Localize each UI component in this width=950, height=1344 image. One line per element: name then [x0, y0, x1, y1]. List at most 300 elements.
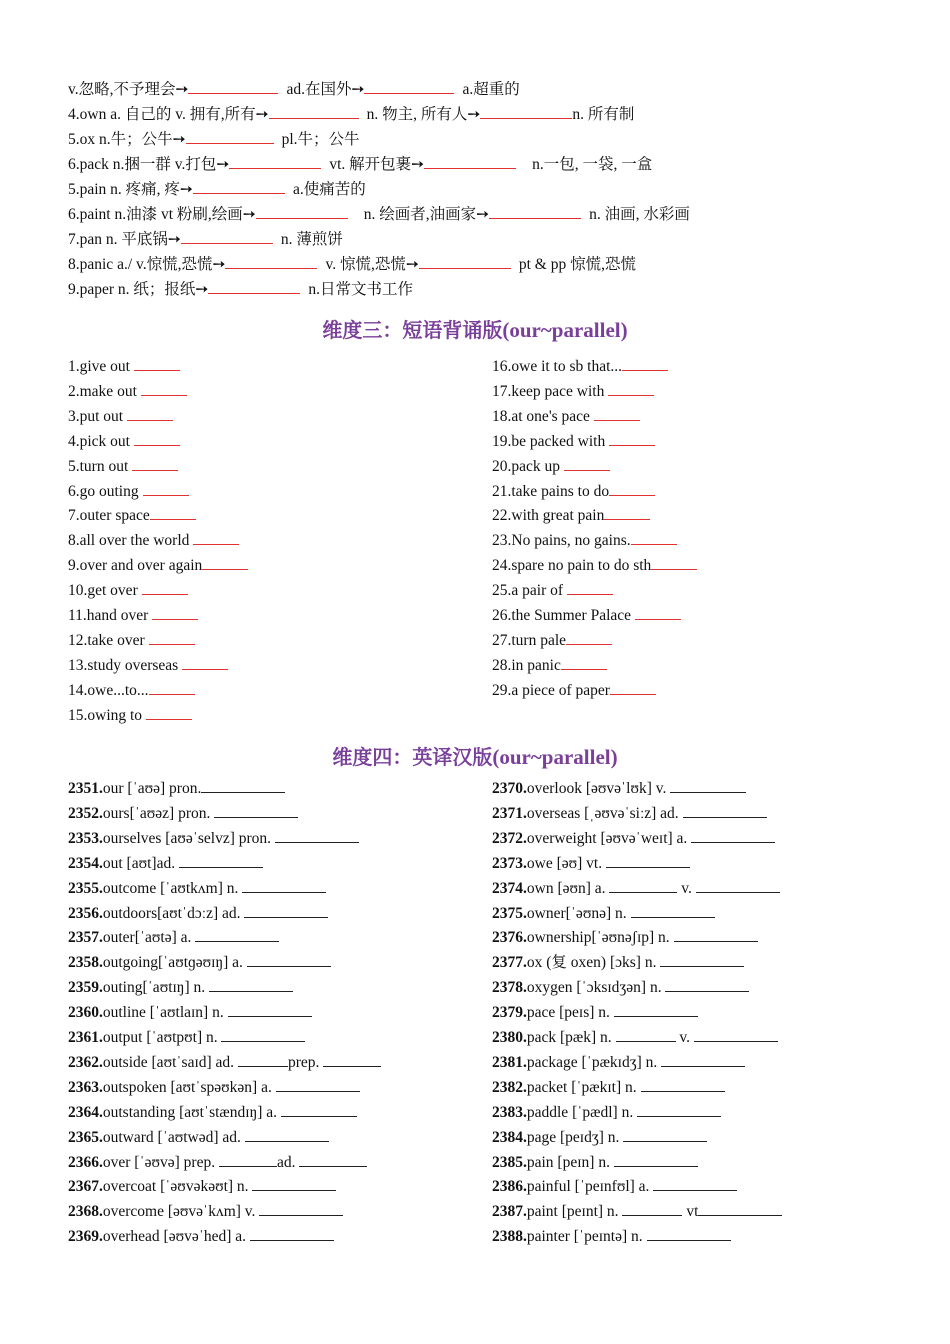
entry-number: 2382. — [492, 1078, 527, 1096]
phrase-text: 4.pick out — [68, 432, 130, 450]
entry-headword: over [ˈəʊvə] prep. — [102, 1153, 219, 1171]
entry-number: 2356. — [68, 904, 103, 922]
entry-number: 2357. — [68, 929, 103, 947]
vocab-entry — [68, 952, 331, 973]
answer-blank[interactable] — [567, 579, 613, 595]
entry-number: 2375. — [492, 904, 527, 922]
phrase-text: 21.take pains to do — [492, 482, 610, 500]
answer-blank[interactable] — [188, 78, 278, 94]
entry-number: 2384. — [492, 1128, 527, 1146]
phrase-item — [492, 604, 681, 626]
entry-number: 2366. — [68, 1153, 103, 1171]
answer-blank[interactable] — [564, 455, 610, 471]
entry-headword: package [ˈpækɪdʒ] n. — [526, 1053, 662, 1071]
translation-blank[interactable] — [201, 778, 285, 793]
word-form-text: n.日常文书工作 — [308, 281, 414, 298]
phrase-item — [68, 704, 192, 726]
translation-blank[interactable] — [637, 1102, 721, 1117]
word-form-text: n. 油画, 水彩画 — [589, 206, 690, 223]
answer-blank[interactable] — [134, 355, 180, 371]
entry-headword: outward [ˈaʊtwəd] ad. — [102, 1128, 245, 1146]
entry-pos-label: v. — [675, 1029, 694, 1046]
phrase-text: 16.owe it to sb that... — [492, 358, 623, 375]
phrase-text: 26.the Summer Palace — [492, 607, 632, 624]
entry-number: 2377. — [492, 954, 527, 972]
entry-number: 2355. — [68, 879, 103, 897]
answer-blank[interactable] — [594, 405, 640, 421]
phrase-text: 24.spare no pain to do sth — [492, 557, 652, 575]
phrase-text: 9.over and over again — [68, 557, 203, 575]
entry-headword: overcome [əʊvəˈkʌm] v. — [102, 1203, 260, 1221]
phrase-item — [68, 380, 187, 402]
vocab-entry — [68, 977, 293, 998]
translation-blank[interactable] — [238, 1052, 288, 1067]
translation-blank[interactable] — [259, 1201, 343, 1216]
answer-blank[interactable] — [424, 153, 516, 169]
entry-number: 2370. — [492, 780, 527, 797]
phrase-text: 13.study overseas — [68, 656, 179, 674]
translation-blank[interactable] — [660, 952, 744, 967]
word-form-text: pl.牛；公牛 — [281, 131, 360, 148]
entry-pos-label: vt — [682, 1203, 699, 1221]
vocab-entry — [492, 977, 749, 998]
phrase-item — [68, 679, 195, 701]
phrase-text: 6.go outing — [68, 482, 139, 500]
vocab-entry — [492, 1152, 698, 1173]
entry-number: 2354. — [68, 854, 103, 872]
answer-blank[interactable] — [631, 529, 677, 545]
answer-blank[interactable] — [193, 529, 239, 545]
vocab-entry — [68, 927, 279, 948]
word-form-text: n. 物主, 所有人➙ — [366, 106, 481, 123]
phrase-text: 25.a pair of — [492, 582, 564, 600]
translation-blank[interactable] — [631, 903, 715, 918]
answer-blank[interactable] — [622, 355, 668, 371]
vocab-entry — [492, 1127, 707, 1148]
answer-blank[interactable] — [225, 253, 317, 269]
word-form-text: 6.paint n.油漆 vt 粉刷,绘画➙ — [68, 206, 256, 223]
answer-blank[interactable] — [610, 679, 656, 695]
translation-blank[interactable] — [614, 1002, 698, 1017]
entry-number: 2383. — [492, 1103, 527, 1121]
answer-blank[interactable] — [651, 554, 697, 570]
translation-blank[interactable] — [641, 1077, 725, 1092]
entry-number: 2373. — [492, 854, 527, 872]
answer-blank[interactable] — [181, 228, 273, 244]
translation-blank[interactable] — [622, 1201, 682, 1216]
translation-blank[interactable] — [683, 803, 767, 818]
answer-blank[interactable] — [202, 554, 248, 570]
entry-headword: output [ˈaʊtpʊt] n. — [102, 1029, 222, 1046]
word-form-line — [68, 278, 413, 300]
word-form-text: n. 所有制 — [572, 106, 635, 123]
vocab-entry — [68, 828, 359, 849]
entry-headword: ours[ˈaʊəz] pron. — [102, 804, 215, 822]
vocab-entry — [492, 1176, 737, 1197]
phrase-item — [492, 430, 655, 452]
answer-blank[interactable] — [269, 103, 359, 119]
word-form-text: pt & pp 惊慌,恐慌 — [518, 256, 636, 273]
vocab-entry — [68, 1226, 334, 1247]
vocab-entry — [68, 878, 326, 899]
word-form-line — [68, 103, 634, 125]
answer-blank[interactable] — [150, 504, 196, 520]
translation-blank[interactable] — [250, 1226, 334, 1241]
answer-blank[interactable] — [186, 128, 274, 144]
vocab-entry — [492, 927, 758, 948]
phrase-text: 29.a piece of paper — [492, 681, 610, 699]
translation-blank[interactable] — [694, 1027, 778, 1042]
answer-blank[interactable] — [132, 455, 178, 471]
entry-headword: outspoken [aʊtˈspəʊkən] a. — [102, 1078, 276, 1096]
phrase-text: 22.with great pain — [492, 507, 605, 525]
phrase-text: 1.give out — [68, 358, 130, 375]
phrase-item — [492, 529, 677, 551]
answer-blank[interactable] — [182, 654, 228, 670]
vocab-entry — [492, 1201, 782, 1222]
entry-headword: own [əʊn] a. — [526, 879, 610, 897]
phrase-text: 20.pack up — [492, 457, 561, 475]
translation-blank[interactable] — [665, 977, 749, 992]
entry-number: 2388. — [492, 1228, 527, 1246]
entry-headword: pain [peɪn] n. — [526, 1153, 614, 1171]
word-form-line — [68, 203, 690, 225]
word-form-text: vt. 解开包裹➙ — [329, 156, 425, 173]
entry-headword: packet [ˈpækɪt] n. — [526, 1078, 641, 1096]
vocab-entry — [68, 1127, 329, 1148]
entry-number: 2368. — [68, 1203, 103, 1221]
vocab-entry — [68, 1176, 336, 1197]
phrase-item — [68, 480, 189, 502]
answer-blank[interactable] — [152, 604, 198, 620]
answer-blank[interactable] — [143, 480, 189, 496]
vocab-entry — [492, 1002, 698, 1023]
translation-blank[interactable] — [242, 878, 326, 893]
entry-number: 2387. — [492, 1203, 527, 1221]
vocab-entry — [492, 903, 715, 924]
translation-blank[interactable] — [691, 828, 775, 843]
answer-blank[interactable] — [608, 380, 654, 396]
entry-headword: outline [ˈaʊtlaɪn] n. — [102, 1004, 228, 1022]
phrase-item — [68, 355, 180, 377]
phrase-item — [68, 405, 173, 427]
phrase-text: 12.take over — [68, 631, 145, 649]
phrase-text: 17.keep pace with — [492, 382, 605, 400]
translation-blank[interactable] — [228, 1002, 312, 1017]
entry-headword: ourselves [aʊəˈselvz] pron. — [102, 829, 275, 847]
phrase-item — [492, 654, 607, 676]
translation-blank[interactable] — [179, 853, 263, 868]
phrase-text: 5.turn out — [68, 457, 129, 475]
vocab-entry — [492, 828, 775, 849]
word-form-text: n.一包, 一袋, 一盒 — [532, 156, 653, 173]
phrase-item — [492, 455, 610, 477]
translation-blank[interactable] — [221, 1027, 305, 1042]
phrase-text: 14.owe...to... — [68, 681, 149, 699]
phrase-text: 27.turn pale — [492, 631, 567, 649]
entry-headword: pack [pæk] n. — [526, 1029, 616, 1046]
entry-number: 2367. — [68, 1178, 103, 1196]
entry-pos-label: prep. — [287, 1053, 324, 1071]
entry-headword: outing[ˈaʊtɪŋ] n. — [102, 979, 210, 997]
phrase-item — [492, 480, 655, 502]
answer-blank[interactable] — [609, 480, 655, 496]
word-form-text: ad.在国外➙ — [286, 81, 365, 98]
word-form-text: 8.panic a./ v.惊慌,恐慌➙ — [68, 256, 226, 273]
entry-headword: painter [ˈpeɪntə] n. — [526, 1228, 647, 1246]
vocab-entry — [68, 803, 298, 824]
entry-headword: outstanding [aʊtˈstændɪŋ] a. — [102, 1103, 281, 1121]
word-form-text: 5.pain n. 疼痛, 疼➙ — [68, 181, 193, 198]
vocab-entry — [492, 1052, 745, 1073]
entry-number: 2353. — [68, 829, 103, 847]
word-form-line — [68, 228, 343, 250]
word-form-line — [68, 128, 360, 150]
phrase-text: 10.get over — [68, 582, 138, 600]
entry-number: 2358. — [68, 954, 103, 972]
entry-headword: paint [peɪnt] n. — [526, 1203, 623, 1221]
word-form-line — [68, 78, 520, 100]
answer-blank[interactable] — [208, 278, 300, 294]
heading-phrases-latin: (our~parallel) — [502, 318, 628, 342]
word-form-text: n. 绘画者,油画家➙ — [363, 206, 490, 223]
phrase-text: 3.put out — [68, 407, 124, 425]
word-form-text: n. 薄煎饼 — [280, 231, 343, 248]
translation-blank[interactable] — [647, 1226, 731, 1241]
entry-number: 2385. — [492, 1153, 527, 1171]
translation-blank[interactable] — [247, 952, 331, 967]
answer-blank[interactable] — [419, 253, 511, 269]
phrase-item — [68, 529, 239, 551]
vocab-entry — [492, 952, 744, 973]
vocab-entry — [68, 1027, 305, 1048]
translation-blank[interactable] — [661, 1052, 745, 1067]
entry-headword: outcome [ˈaʊtkʌm] n. — [102, 879, 243, 897]
entry-number: 2378. — [492, 979, 527, 997]
entry-number: 2386. — [492, 1178, 527, 1196]
translation-blank[interactable] — [209, 977, 293, 992]
phrase-text: 11.hand over — [68, 607, 149, 624]
phrase-text: 8.all over the world — [68, 532, 190, 550]
entry-headword: pace [peɪs] n. — [526, 1004, 614, 1022]
phrase-text: 18.at one's pace — [492, 407, 590, 425]
entry-headword: our [ˈaʊə] pron. — [102, 780, 202, 797]
phrase-text: 2.make out — [68, 382, 137, 400]
answer-blank[interactable] — [480, 103, 572, 119]
phrase-item — [492, 554, 697, 576]
vocab-entry — [492, 1226, 731, 1247]
answer-blank[interactable] — [635, 604, 681, 620]
translation-blank[interactable] — [299, 1152, 367, 1167]
vocab-entry — [68, 1152, 367, 1173]
answer-blank[interactable] — [127, 405, 173, 421]
entry-headword: outgoing[ˈaʊtɡəʊɪŋ] a. — [102, 954, 247, 972]
heading-vocab-latin: (our~parallel) — [492, 745, 618, 769]
entry-headword: overweight [əʊvəˈweɪt] a. — [526, 829, 692, 847]
entry-headword: outside [aʊtˈsaɪd] ad. — [102, 1053, 238, 1071]
entry-headword: outdoors[aʊtˈdɔːz] ad. — [102, 904, 245, 922]
entry-pos-label: v. — [677, 879, 696, 897]
translation-blank[interactable] — [606, 853, 690, 868]
answer-blank[interactable] — [149, 679, 195, 695]
translation-blank[interactable] — [616, 1027, 676, 1042]
entry-headword: overcoat [ˈəʊvəkəʊt] n. — [102, 1178, 253, 1196]
word-form-text: a.使痛苦的 — [292, 181, 366, 198]
translation-blank[interactable] — [698, 1201, 782, 1216]
word-form-text: a.超重的 — [462, 81, 520, 98]
entry-number: 2361. — [68, 1029, 103, 1046]
answer-blank[interactable] — [489, 203, 581, 219]
entry-number: 2372. — [492, 829, 527, 847]
entry-headword: painful [ˈpeɪnfʊl] a. — [526, 1178, 654, 1196]
word-form-text: 5.ox n.牛；公牛➙ — [68, 131, 186, 148]
entry-number: 2371. — [492, 804, 527, 822]
answer-blank[interactable] — [566, 629, 612, 645]
answer-blank[interactable] — [141, 380, 187, 396]
vocab-entry — [492, 878, 780, 899]
phrase-item — [68, 629, 195, 651]
section-heading-vocab — [0, 741, 950, 770]
vocab-entry — [68, 1077, 360, 1098]
translation-blank[interactable] — [245, 1127, 329, 1142]
entry-number: 2351. — [68, 780, 103, 797]
entry-headword: overseas [ˌəʊvəˈsiːz] ad. — [526, 804, 683, 822]
entry-number: 2365. — [68, 1128, 103, 1146]
translation-blank[interactable] — [614, 1152, 698, 1167]
phrase-item — [68, 554, 248, 576]
entry-headword: outer[ˈaʊtə] a. — [102, 929, 196, 947]
answer-blank[interactable] — [604, 504, 650, 520]
entry-headword: ox (复 oxen) [ɔks] n. — [526, 954, 661, 972]
phrase-text: 23.No pains, no gains. — [492, 532, 631, 550]
translation-blank[interactable] — [653, 1176, 737, 1191]
phrase-item — [492, 629, 612, 651]
entry-headword: page [peɪdʒ] n. — [526, 1128, 624, 1146]
translation-blank[interactable] — [670, 778, 746, 793]
word-form-line — [68, 153, 652, 175]
answer-blank[interactable] — [149, 629, 195, 645]
translation-blank[interactable] — [609, 878, 677, 893]
vocab-entry — [68, 778, 285, 799]
vocab-entry — [492, 803, 767, 824]
phrase-item — [492, 579, 613, 601]
phrase-item — [68, 654, 228, 676]
entry-number: 2379. — [492, 1004, 527, 1022]
translation-blank[interactable] — [219, 1152, 277, 1167]
vocab-entry — [68, 903, 328, 924]
phrase-item — [492, 405, 640, 427]
phrase-item — [68, 455, 178, 477]
section-heading-phrases — [0, 314, 950, 343]
translation-blank[interactable] — [276, 1077, 360, 1092]
answer-blank[interactable] — [142, 579, 188, 595]
entry-headword: ownership[ˈəʊnəʃɪp] n. — [526, 929, 674, 947]
translation-blank[interactable] — [214, 803, 298, 818]
vocab-entry — [68, 1052, 381, 1073]
word-form-line — [68, 253, 636, 275]
entry-headword: owner[ˈəʊnə] n. — [526, 904, 631, 922]
entry-number: 2363. — [68, 1078, 103, 1096]
answer-blank[interactable] — [364, 78, 454, 94]
answer-blank[interactable] — [256, 203, 348, 219]
phrase-item — [492, 380, 654, 402]
word-form-text: 9.paper n. 纸；报纸➙ — [68, 281, 209, 298]
vocab-entry — [492, 853, 690, 874]
entry-number: 2364. — [68, 1103, 103, 1121]
translation-blank[interactable] — [275, 828, 359, 843]
entry-headword: paddle [ˈpædl] n. — [526, 1103, 638, 1121]
phrase-item — [68, 430, 180, 452]
entry-number: 2381. — [492, 1053, 527, 1071]
entry-headword: overhead [əʊvəˈhed] a. — [102, 1228, 250, 1246]
translation-blank[interactable] — [281, 1102, 357, 1117]
answer-blank[interactable] — [229, 153, 321, 169]
word-form-text: 6.pack n.捆一群 v.打包➙ — [68, 156, 230, 173]
answer-blank[interactable] — [134, 430, 180, 446]
translation-blank[interactable] — [696, 878, 780, 893]
entry-number: 2360. — [68, 1004, 103, 1022]
vocab-entry — [68, 853, 263, 874]
heading-phrases-cjk: 维度三：短语背诵版 — [322, 318, 503, 342]
phrase-text: 28.in panic — [492, 656, 561, 674]
entry-number: 2359. — [68, 979, 103, 997]
entry-number: 2380. — [492, 1029, 527, 1046]
vocab-entry — [68, 1201, 343, 1222]
phrase-text: 15.owing to — [68, 706, 143, 724]
word-form-text: 7.pan n. 平底锅➙ — [68, 231, 181, 248]
answer-blank[interactable] — [609, 430, 655, 446]
phrase-text: 7.outer space — [68, 507, 150, 525]
heading-vocab-cjk: 维度四：英译汉版 — [332, 745, 493, 769]
vocab-entry — [492, 1077, 725, 1098]
vocab-entry — [492, 1027, 778, 1048]
word-form-text: v.忽略,不予理会➙ — [68, 81, 189, 98]
phrase-item — [492, 355, 668, 377]
translation-blank[interactable] — [623, 1127, 707, 1142]
word-form-text: 4.own a. 自己的 v. 拥有,所有➙ — [68, 106, 269, 123]
phrase-item — [492, 679, 656, 701]
phrase-item — [68, 604, 198, 626]
entry-pos-label: ad. — [276, 1153, 300, 1171]
entry-number: 2369. — [68, 1228, 103, 1246]
entry-headword: overlook [əʊvəˈlʊk] v. — [526, 780, 671, 797]
translation-blank[interactable] — [195, 927, 279, 942]
translation-blank[interactable] — [244, 903, 328, 918]
phrase-item — [68, 579, 188, 601]
phrase-text: 19.be packed with — [492, 432, 606, 450]
answer-blank[interactable] — [193, 178, 285, 194]
translation-blank[interactable] — [323, 1052, 381, 1067]
word-form-text: v. 惊慌,恐慌➙ — [325, 256, 419, 273]
entry-headword: oxygen [ˈɔksɪdʒən] n. — [526, 979, 666, 997]
vocab-entry — [492, 1102, 721, 1123]
phrase-item — [68, 504, 196, 526]
answer-blank[interactable] — [561, 654, 607, 670]
vocab-entry — [68, 1002, 312, 1023]
entry-number: 2362. — [68, 1053, 103, 1071]
entry-headword: owe [əʊ] vt. — [526, 854, 606, 872]
entry-number: 2352. — [68, 804, 103, 822]
entry-headword: out [aʊt]ad. — [102, 854, 179, 872]
vocab-entry — [492, 778, 746, 799]
word-form-line — [68, 178, 366, 200]
translation-blank[interactable] — [252, 1176, 336, 1191]
phrase-item — [492, 504, 650, 526]
vocab-entry — [68, 1102, 357, 1123]
translation-blank[interactable] — [674, 927, 758, 942]
entry-number: 2374. — [492, 879, 527, 897]
answer-blank[interactable] — [146, 704, 192, 720]
